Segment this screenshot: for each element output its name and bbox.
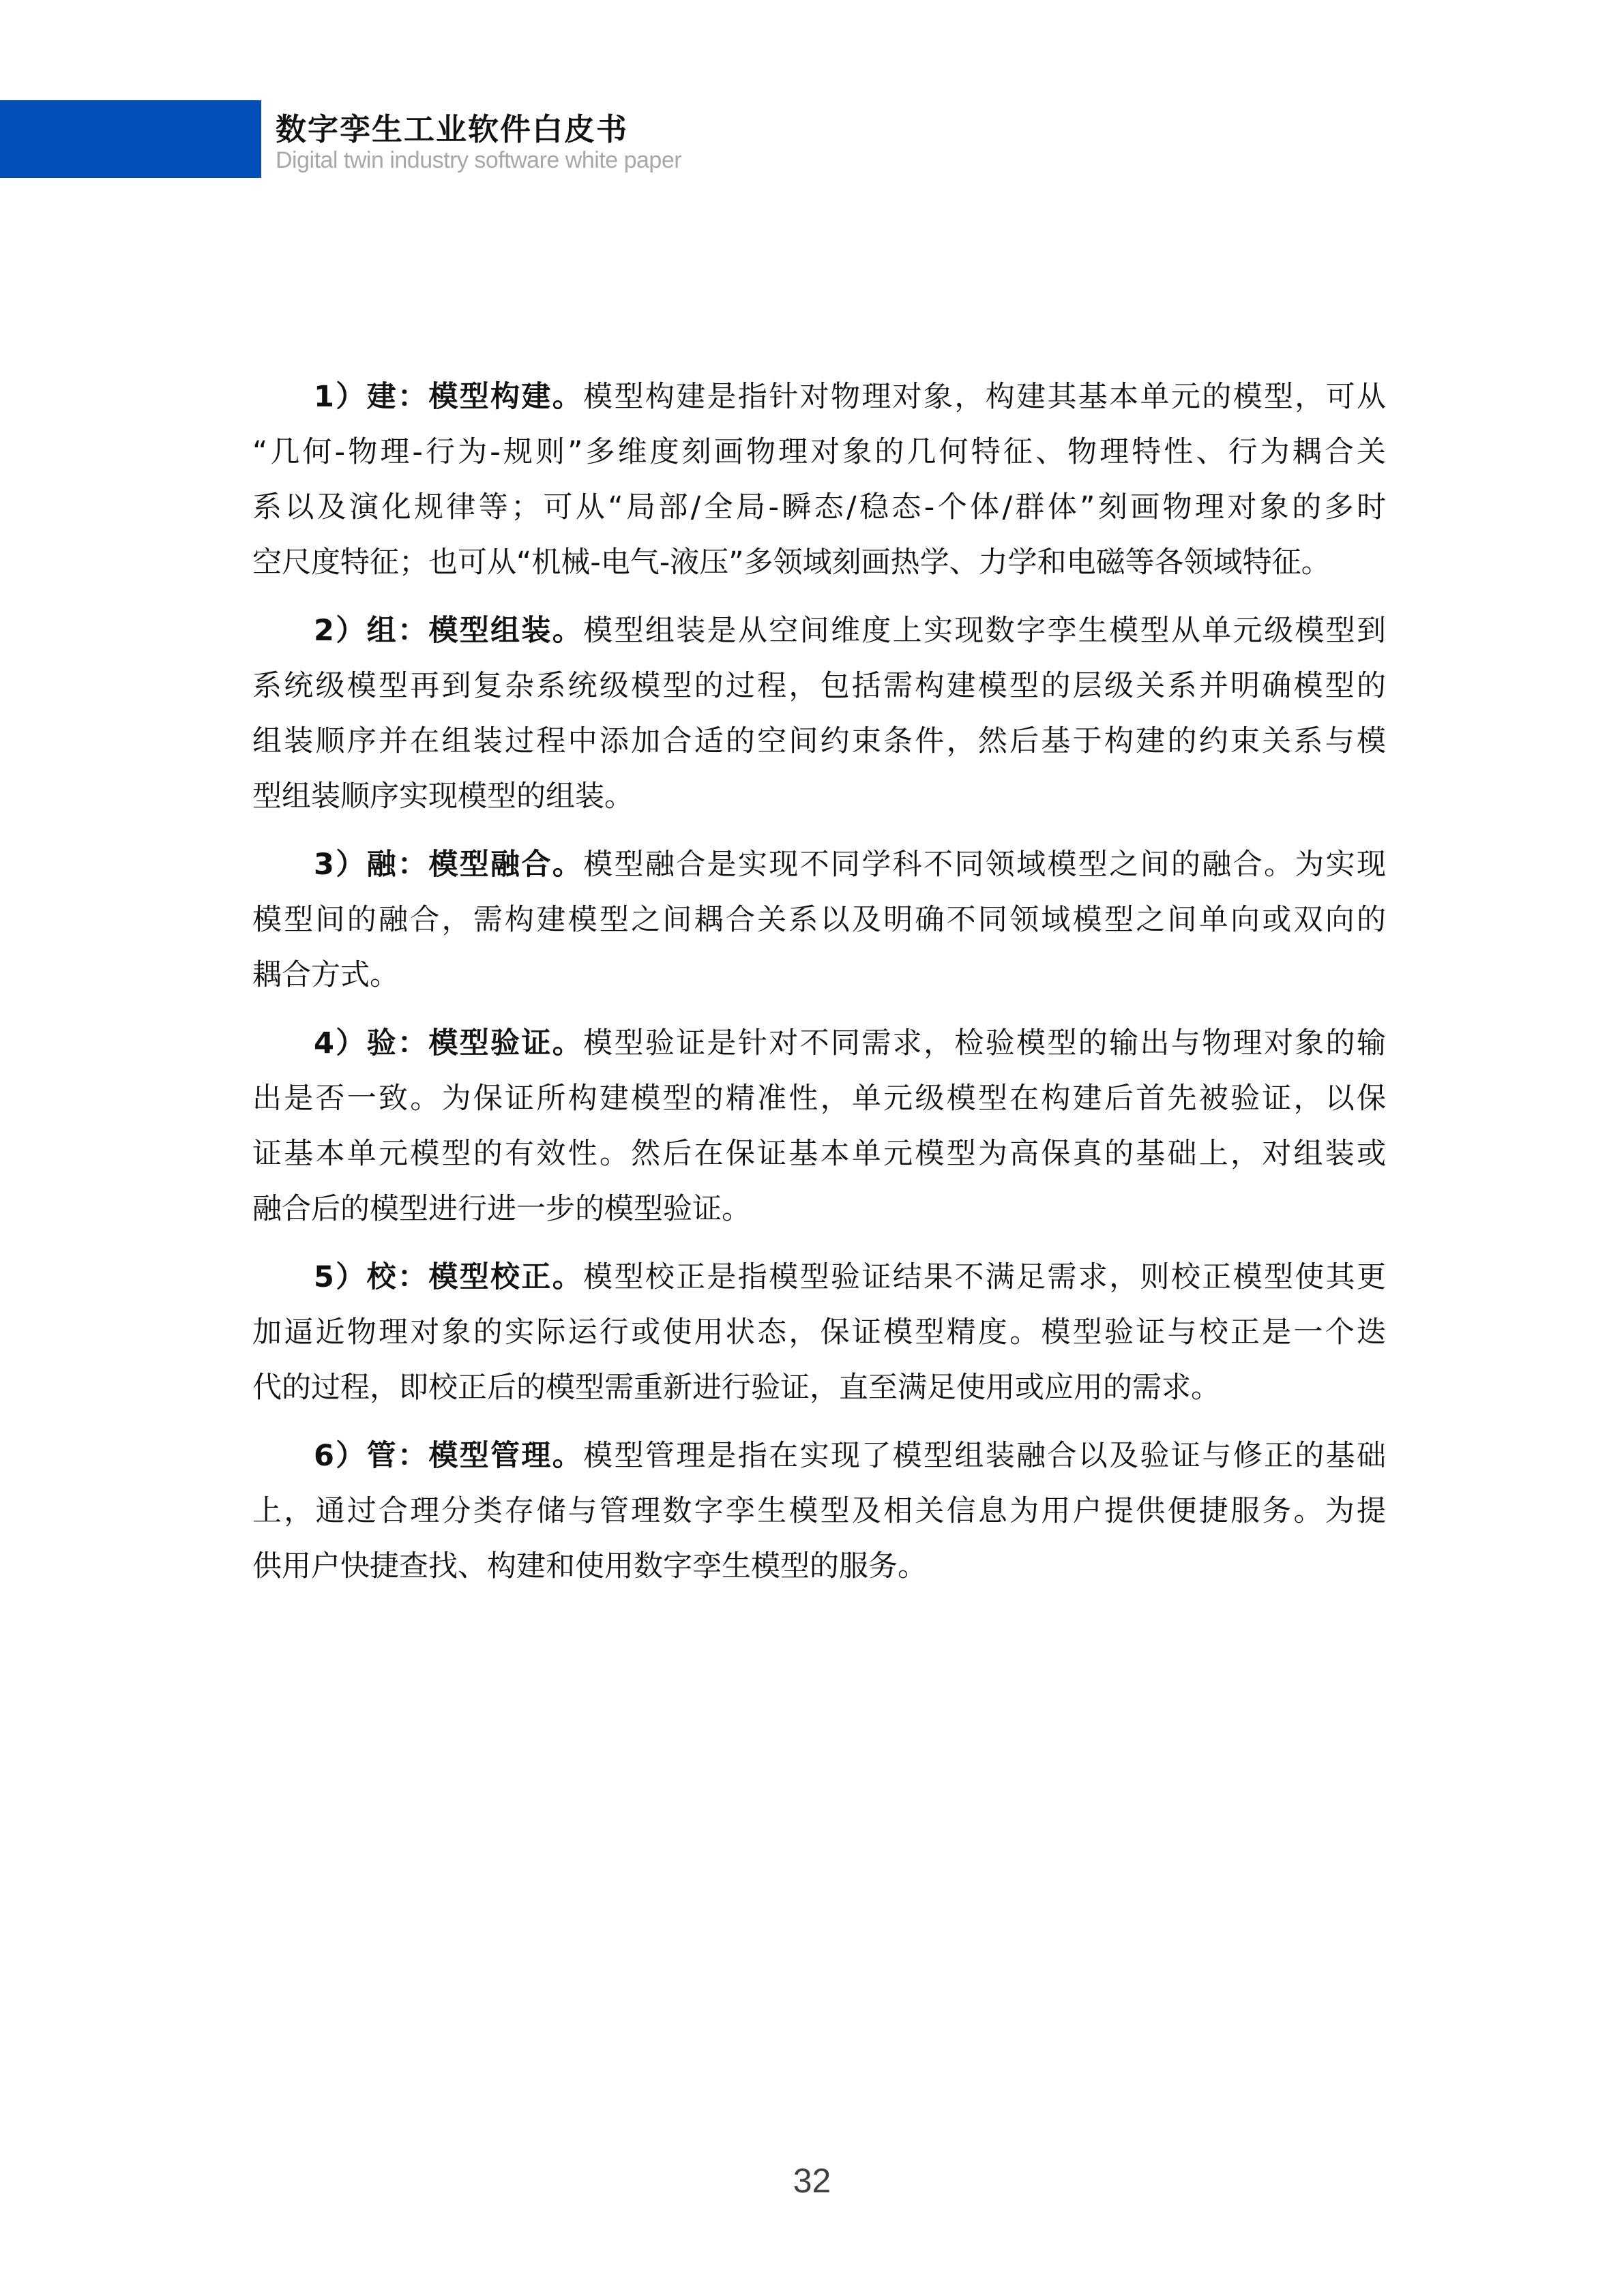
header-accent-bar [0, 100, 261, 178]
paragraph-line: 1）建：模型构建。模型构建是指针对物理对象，构建其基本单元的模型，可从 [314, 380, 1387, 414]
paragraph-lead: 2）组：模型组装。 [314, 614, 584, 648]
paragraph-lead: 6）管：模型管理。 [314, 1439, 584, 1473]
paragraph-line: 型组装顺序实现模型的组装。 [252, 779, 634, 814]
page-number: 32 [793, 2162, 831, 2200]
paragraph-line: “几何-物理-行为-规则”多维度刻画物理对象的几何特征、物理特性、行为耦合关 [252, 435, 1386, 469]
paragraph-line: 组装顺序并在组装过程中添加合适的空间约束条件，然后基于构建的约束关系与模 [252, 724, 1386, 758]
paragraph-lead: 5）校：模型校正。 [314, 1260, 584, 1294]
paragraph-line: 3）融：模型融合。模型融合是实现不同学科不同领域模型之间的融合。为实现 [314, 848, 1387, 882]
paragraph-line: 模型间的融合，需构建模型之间耦合关系以及明确不同领域模型之间单向或双向的 [252, 903, 1386, 937]
paragraph-line: 供用户快捷查找、构建和使用数字孪生模型的服务。 [252, 1549, 927, 1583]
paragraph-line: 系以及演化规律等；可从“局部/全局-瞬态/稳态-个体/群体”刻画物理对象的多时 [252, 490, 1386, 524]
paragraph-line: 2）组：模型组装。模型组装是从空间维度上实现数字孪生模型从单元级模型到 [314, 614, 1387, 648]
paragraph-line: 5）校：模型校正。模型校正是指模型验证结果不满足需求，则校正模型使其更 [314, 1260, 1387, 1294]
document-title: 数字孪生工业软件白皮书 [276, 111, 629, 147]
paragraph-line: 出是否一致。为保证所构建模型的精准性，单元级模型在构建后首先被验证，以保 [252, 1082, 1386, 1116]
paragraph-line: 系统级模型再到复杂系统级模型的过程，包括需构建模型的层级关系并明确模型的 [252, 669, 1386, 703]
body-content [252, 370, 1386, 1607]
paragraph-line: 证基本单元模型的有效性。然后在保证基本单元模型为高保真的基础上，对组装或 [252, 1137, 1386, 1171]
paragraph-line: 耦合方式。 [252, 958, 399, 992]
paragraph-model-management [252, 1429, 1386, 1594]
paragraph-lead: 1）建：模型构建。 [314, 380, 584, 414]
paragraph-model-fusion [252, 837, 1386, 1003]
paragraph-lead: 3）融：模型融合。 [314, 848, 584, 882]
paragraph-line: 加逼近物理对象的实际运行或使用状态，保证模型精度。模型验证与校正是一个迭 [252, 1315, 1386, 1350]
paragraph-model-construction [252, 370, 1386, 591]
paragraph-model-calibration [252, 1250, 1386, 1416]
paragraph-line: 代的过程，即校正后的模型需重新进行验证，直至满足使用或应用的需求。 [252, 1371, 1220, 1405]
document-subtitle: Digital twin industry software white paper [276, 147, 682, 173]
paragraph-model-assembly [252, 603, 1386, 824]
paragraph-line: 融合后的模型进行进一步的模型验证。 [252, 1192, 751, 1226]
paragraph-lead: 4）验：模型验证。 [314, 1026, 584, 1060]
paragraph-line: 上，通过合理分类存储与管理数字孪生模型及相关信息为用户提供便捷服务。为提 [252, 1494, 1386, 1528]
paragraph-line: 6）管：模型管理。模型管理是指在实现了模型组装融合以及验证与修正的基础 [314, 1439, 1387, 1473]
paragraph-model-verification [252, 1016, 1386, 1237]
paragraph-line: 空尺度特征；也可从“机械-电气-液压”多领域刻画热学、力学和电磁等各领域特征。 [252, 546, 1331, 580]
paragraph-line: 4）验：模型验证。模型验证是针对不同需求，检验模型的输出与物理对象的输 [314, 1026, 1387, 1060]
